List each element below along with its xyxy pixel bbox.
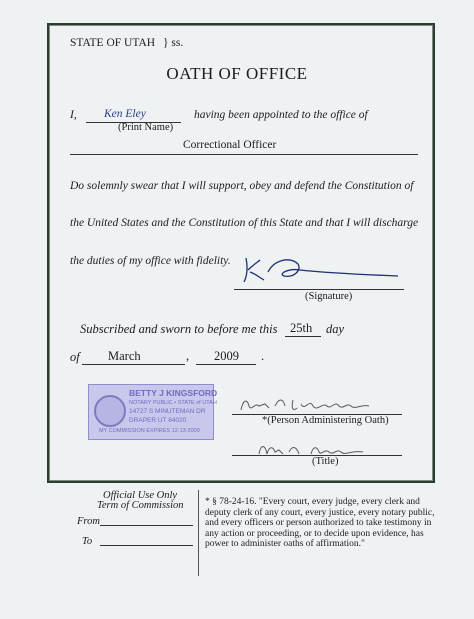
statute-citation: * § 78-24-16. "Every court, every judge, every clerk and deputy clerk of any court, every justice, every notary public, and every officers or person authorized to take testimony in any action or proceeding, or to decide upon evidence, has power to administer oaths of affirmation.": [205, 497, 435, 550]
administrator-caption: *(Person Administering Oath): [262, 415, 389, 426]
pronoun-label: I,: [70, 109, 77, 121]
stamp-line-1: NOTARY PUBLIC • STATE of UTAH: [129, 400, 217, 406]
of-label: of: [70, 350, 80, 364]
printed-name-value: Ken Eley: [104, 108, 146, 120]
officer-signature: [228, 250, 408, 290]
to-field-line: [100, 545, 193, 546]
from-label: From: [77, 516, 100, 527]
date-period: .: [261, 349, 265, 363]
date-comma: ,: [186, 349, 190, 363]
day-underline: [285, 336, 321, 337]
day-value: 25th: [290, 321, 313, 335]
day-label: day: [326, 322, 345, 336]
title-caption: (Title): [312, 456, 339, 467]
state-label: STATE OF UTAH: [70, 37, 156, 49]
sworn-text: Subscribed and sworn to before me this: [80, 322, 278, 336]
signature-line: [234, 289, 404, 290]
oath-line-3: the duties of my office with fidelity.: [70, 255, 231, 267]
office-underline: [70, 154, 418, 155]
footer-divider: [198, 490, 199, 576]
oath-line-1: Do solemnly swear that I will support, obey and defend the Constitution of: [70, 180, 414, 192]
print-name-caption: (Print Name): [118, 122, 174, 133]
month-underline: [82, 364, 185, 365]
notary-stamp: [88, 384, 218, 440]
notary-seal-icon: [94, 395, 126, 427]
office-value: Correctional Officer: [183, 139, 277, 151]
year-underline: [196, 364, 256, 365]
term-of-commission-heading: Term of Commission: [97, 500, 184, 511]
stamp-line-3: DRAPER UT 84020: [129, 417, 187, 424]
official-use-heading: Official Use Only: [103, 490, 178, 501]
document-title: OATH OF OFFICE: [166, 64, 308, 83]
ss-label: } ss.: [163, 37, 184, 49]
year-value: 2009: [214, 349, 239, 363]
to-label: To: [82, 536, 93, 547]
oath-line-2: the United States and the Constitution of this State and that I will discharge: [70, 217, 419, 229]
month-value: March: [108, 349, 141, 363]
stamp-line-2: 14727 S MINUTEMAN DR: [129, 408, 206, 415]
stamp-line-4: MY COMMISSION EXPIRES 12-13-2009: [99, 428, 200, 434]
stamp-name: BETTY J KINGSFORD: [129, 388, 218, 398]
appointment-text: having been appointed to the office of: [194, 109, 368, 121]
from-field-line: [100, 525, 193, 526]
signature-caption: (Signature): [305, 291, 353, 302]
